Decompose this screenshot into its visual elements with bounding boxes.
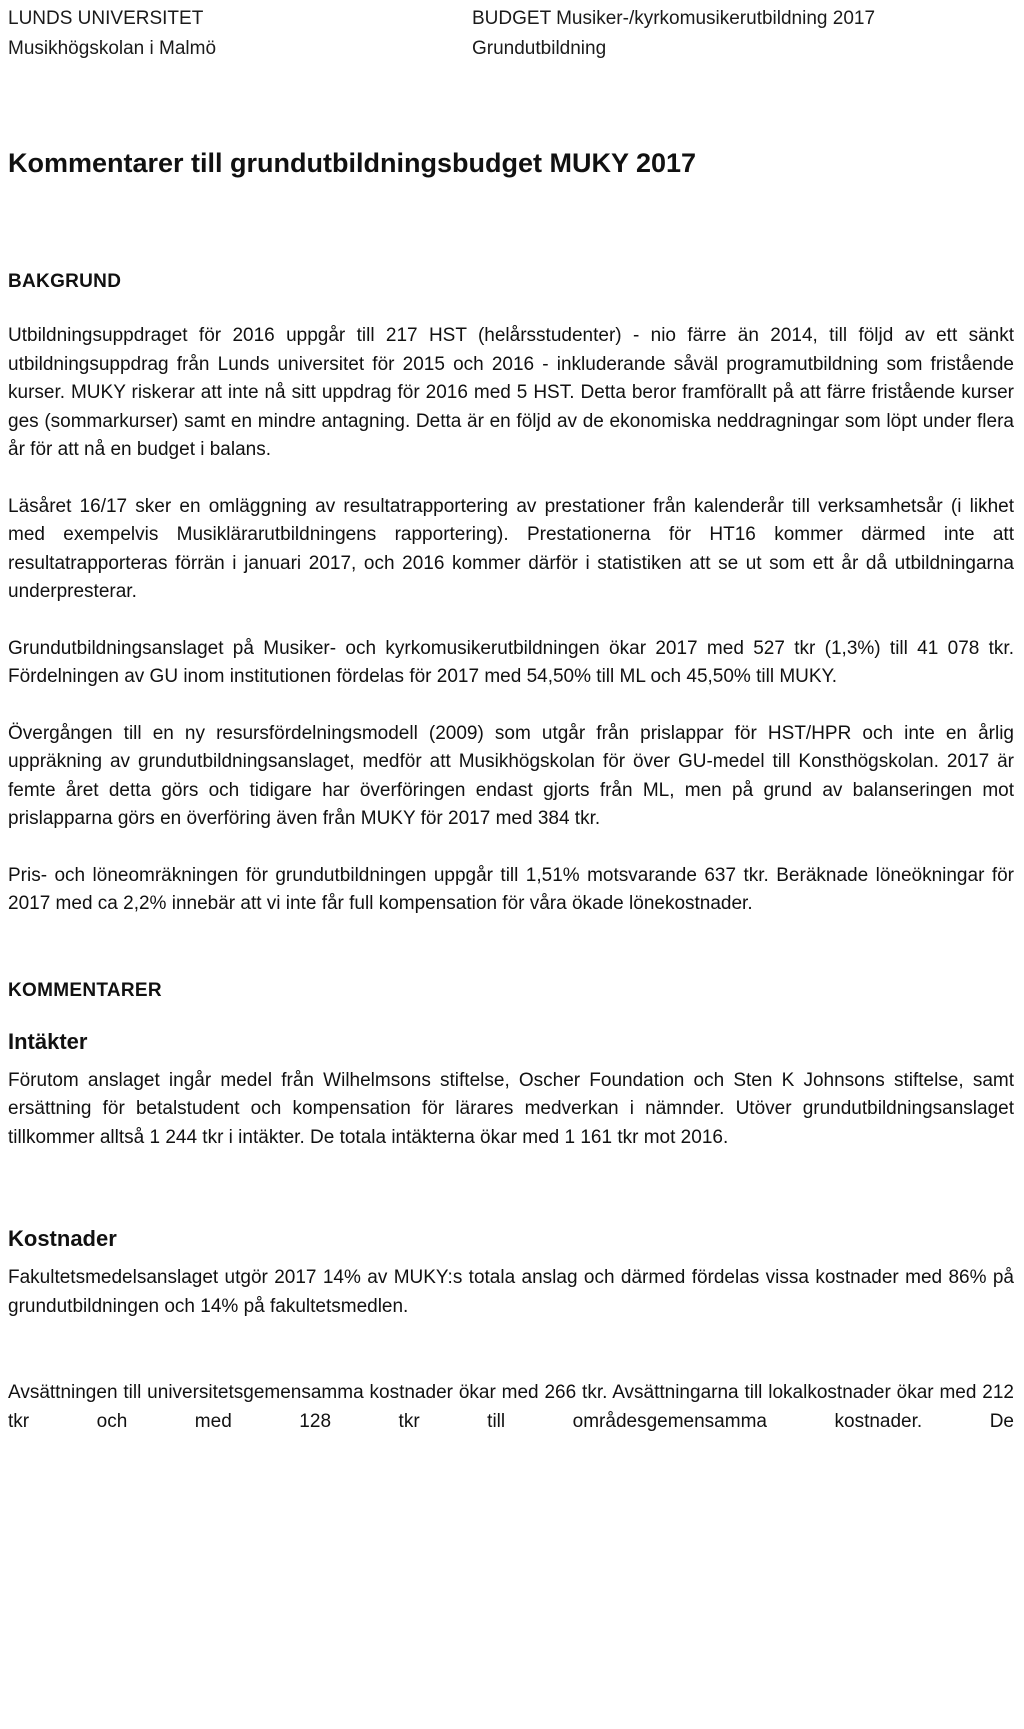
paragraph-loneomrakning: Pris- och löneomräkningen för grundutbildningen uppgår till 1,51% motsvarande 637 tkr. Beräknade löneökningar för 2017 med ca 2,2% innebär att vi inte får full kompensation för våra ökade lönekostnader. — [8, 864, 1014, 914]
header-institution — [8, 4, 216, 64]
paragraph-lasaret: Läsåret 16/17 sker en omläggning av resultatrapportering av prestationer från kalenderår till verksamhetsår (i likhet med exempelvis Musiklärarutbildningens rapportering). Prestationerna för HT16 kommer därmed inte att resultatrapporteras förrän i januari 2017, och 2016 kommer därför i statistiken att se ut som ett år då utbildningarna underpresterar. — [8, 495, 1014, 602]
page-title: Kommentarer till grundutbildningsbudget MUKY 2017 — [8, 148, 697, 178]
section-heading-kommentarer: KOMMENTARER — [8, 979, 162, 1001]
header-university: LUNDS UNIVERSITET — [8, 8, 204, 29]
header-school: Musikhögskolan i Malmö — [8, 38, 217, 59]
header-budget-category: Grundutbildning — [472, 38, 607, 59]
header-budget-title: BUDGET Musiker-/kyrkomusikerutbildning 2017 — [472, 8, 876, 29]
document-body — [8, 268, 1014, 1436]
subheading-kostnader: Kostnader — [8, 1226, 117, 1251]
paragraph-resursfordelning: Övergången till en ny resursfördelningsmodell (2009) som utgår från prislappar för HST/HPR och inte en årlig uppräkning av grundutbildningsanslaget, medför att Musikhögskolan för över GU-medel till Konsthögskolan. 2017 är femte året detta görs och tidigare har överföringen endast gjorts från ML, men på grund av balanseringen mot prislapparna görs en överföring även från MUKY för 2017 med 384 tkr. — [8, 722, 1014, 829]
paragraph-uppdrag: Utbildningsuppdraget för 2016 uppgår till 217 HST (helårsstudenter) - nio färre än 2014, till följd av ett sänkt utbildningsuppdrag från Lunds universitet för 2015 och 2016 - inkluderande såväl programutbildning som fristående kurser. MUKY riskerar att inte nå sitt uppdrag för 2016 med 5 HST. Detta beror framförallt på att färre fristående kurser ges (sommarkurser) samt en mindre antagning. Detta är en följd av de ekonomiska neddragningar som löpt under flera år för att nå en budget i balans. — [8, 325, 1014, 460]
header-document-info — [472, 4, 875, 64]
paragraph-fakultetsmedel: Fakultetsmedelsanslaget utgör 2017 14% av MUKY:s totala anslag och därmed fördelas vissa kostnader med 86% på grundutbildningen och 14% på fakultetsmedlen. — [8, 1267, 1014, 1317]
paragraph-anslag: Grundutbildningsanslaget på Musiker- och kyrkomusikerutbildningen ökar 2017 med 527 tkr (1,3%) till 41 078 tkr. Fördelningen av GU inom institutionen fördelas för 2017 med 54,50% till ML och 45,50% till MUKY. — [8, 637, 1014, 687]
section-heading-bakgrund: BAKGRUND — [8, 271, 122, 292]
paragraph-avsattningar: Avsättningen till universitetsgemensamma kostnader ökar med 266 tkr. Avsättningarna till lokalkostnader ökar med 212 tkr och med 128 tkr till områdesgemensamma kostnader. De — [8, 1382, 1014, 1432]
paragraph-intakter: Förutom anslaget ingår medel från Wilhelmsons stiftelse, Oscher Foundation och Sten K Johnsons stiftelse, samt ersättning för betalstudent och kompensation för lärares medverkan i nämnder. Utöver grundutbildningsanslaget tillkommer alltså 1 244 tkr i intäkter. De totala intäkterna ökar med 1 161 tkr mot 2016. — [8, 1069, 1014, 1148]
subheading-intakter: Intäkter — [8, 1028, 88, 1054]
